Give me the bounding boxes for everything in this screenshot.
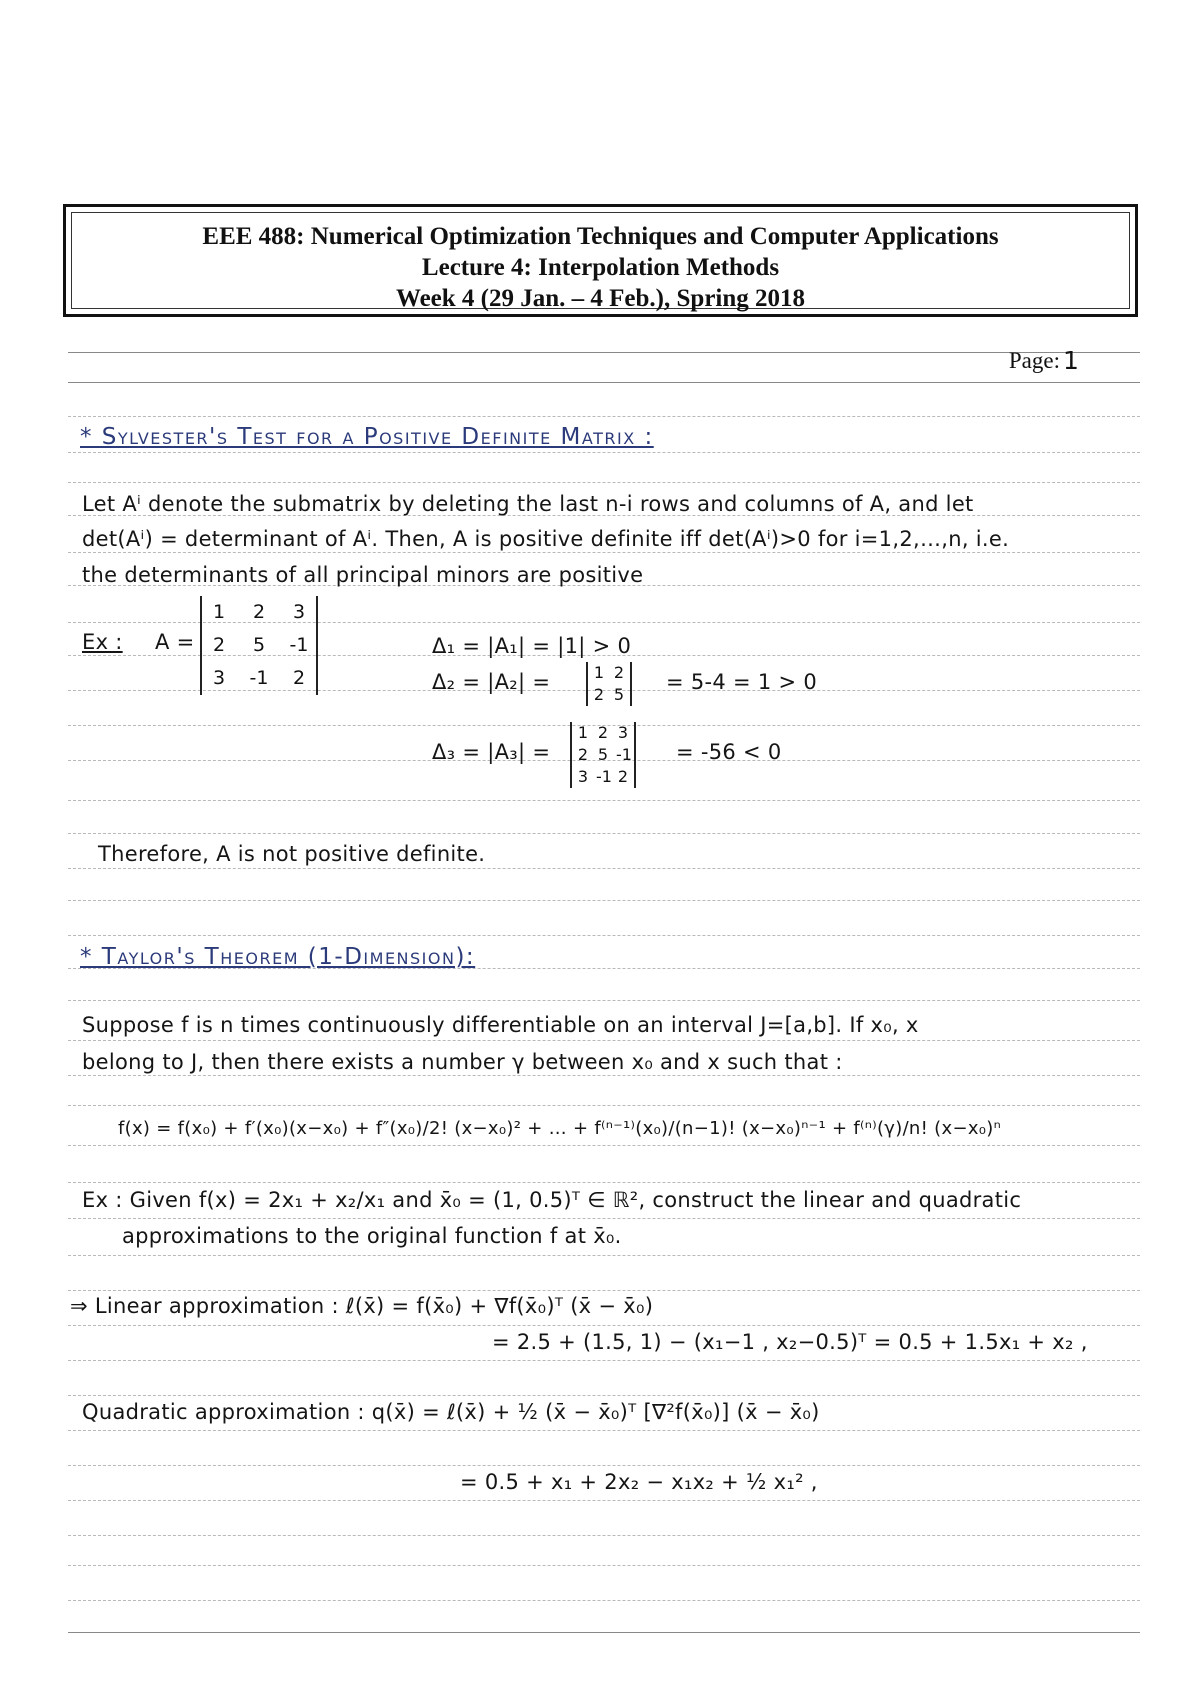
ruled-line [68,1040,1140,1041]
taylor-text-line: belong to J, then there exists a number γ between x₀ and x such that : [82,1050,843,1074]
sylvester-text-line: the determinants of all principal minors are positive [82,563,644,587]
week-line: Week 4 (29 Jan. – 4 Feb.), Spring 2018 [395,285,806,312]
ruled-line [68,482,1140,483]
course-title: EEE 488: Numerical Optimization Techniques and Computer Applications [202,223,999,250]
quadratic-approximation-result: = 0.5 + x₁ + 2x₂ − x₁x₂ + ½ x₁² , [460,1470,818,1494]
ruled-line [68,552,1140,553]
page-number: 1 [1063,346,1079,375]
ruled-line [68,382,1140,383]
sylvester-text-line: det(Aⁱ) = determinant of Aⁱ. Then, A is positive definite iff det(Aⁱ)>0 for i=1,2,…,n, i.e. [82,527,1010,551]
taylor-heading: * Taylor's Theorem (1-Dimension): [80,944,476,970]
linear-approximation-result: = 2.5 + (1.5, 1) − (x₁−1 , x₂−0.5)ᵀ = 0.5 + 1.5x₁ + x₂ , [492,1330,1088,1354]
ruled-line [68,1500,1140,1501]
ruled-line [68,1565,1140,1566]
delta-3-determinant: 1 2 3 2 5 -1 3 -1 2 [570,722,636,788]
ruled-line [68,800,1140,801]
example-label: Ex : [82,630,123,654]
ruled-line [68,1000,1140,1001]
delta-1: Δ₁ = |A₁| = |1| > 0 [432,634,632,658]
ruled-line [68,1535,1140,1536]
ruled-line [68,1218,1140,1219]
delta-2-rhs: = 5-4 = 1 > 0 [666,670,818,694]
ruled-line [68,1360,1140,1361]
ruled-line [68,1145,1140,1146]
ruled-line [68,1395,1140,1396]
ruled-line [68,900,1140,901]
page-label: Page: [1008,348,1060,373]
matrix-row: 2 5 -1 [212,634,309,656]
ruled-line [68,452,1140,453]
delta-2-lhs: Δ₂ = |A₂| = [432,670,551,694]
sylvester-conclusion: Therefore, A is not positive definite. [98,842,486,866]
ruled-line [68,1430,1140,1431]
ruled-line [68,1465,1140,1466]
matrix-row: 3 -1 2 [212,667,306,689]
ruled-line [68,1325,1140,1326]
ruled-line [68,1600,1140,1601]
ruled-line [68,1290,1140,1291]
ruled-line [68,1182,1140,1183]
delta-2-determinant: 1 2 2 5 [586,662,632,706]
ruled-line [68,416,1140,417]
ruled-line [68,1075,1140,1076]
delta-3-rhs: = -56 < 0 [676,740,782,764]
taylor-text-line: Suppose f is n times continuously differentiable on an interval J=[a,b]. If x₀, x [82,1013,919,1037]
lecture-header [63,204,1138,317]
ruled-line [68,352,1140,353]
matrix-row: 1 2 3 [212,601,306,623]
taylor-example-line: approximations to the original function f at x̄₀. [122,1224,622,1248]
matrix-a [200,596,318,695]
sylvester-heading: * Sylvester's Test for a Positive Definite Matrix : [80,424,654,450]
ruled-line [68,1255,1140,1256]
taylor-formula: f(x) = f(x₀) + f′(x₀)(x−x₀) + f″(x₀)/2! (x−x₀)² + … + f⁽ⁿ⁻¹⁾(x₀)/(n−1)! (x−x₀)ⁿ⁻¹ + f⁽ⁿ⁾(γ)/n! (x−x₀)ⁿ [118,1118,1002,1139]
sylvester-text-line: Let Aⁱ denote the submatrix by deleting the last n-i rows and columns of A, and let [82,492,974,516]
delta-3-lhs: Δ₃ = |A₃| = [432,740,551,764]
taylor-example-line: Ex : Given f(x) = 2x₁ + x₂/x₁ and x̄₀ = (1, 0.5)ᵀ ∈ ℝ², construct the linear and quadratic [82,1188,1022,1212]
lecture-header-inner [71,212,1130,312]
ruled-line [68,833,1140,834]
lecture-title: Lecture 4: Interpolation Methods [421,254,780,281]
ruled-line [68,1105,1140,1106]
ruled-line [68,868,1140,869]
ruled-line [68,1632,1140,1633]
matrix-a-label: A = [155,630,195,654]
linear-approximation: ⇒ Linear approximation : ℓ(x̄) = f(x̄₀) + ∇f(x̄₀)ᵀ (x̄ − x̄₀) [70,1294,654,1318]
ruled-line [68,935,1140,936]
quadratic-approximation: Quadratic approximation : q(x̄) = ℓ(x̄) + ½ (x̄ − x̄₀)ᵀ [∇²f(x̄₀)] (x̄ − x̄₀) [82,1400,820,1424]
